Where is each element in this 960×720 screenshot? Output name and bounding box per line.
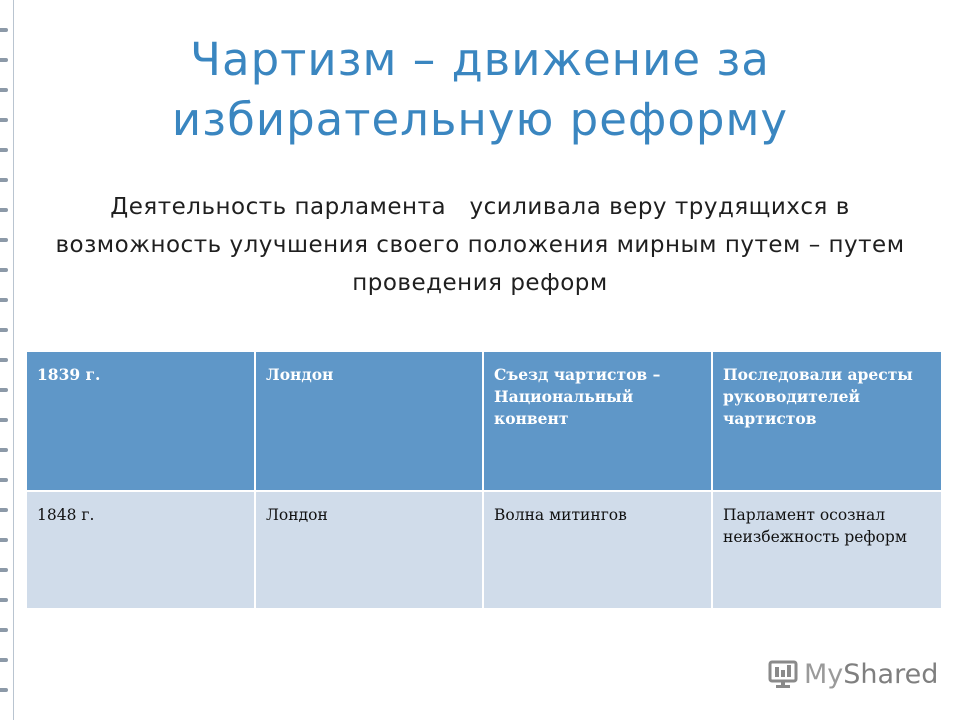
binder-ring (0, 418, 8, 422)
presentation-board-icon (768, 659, 798, 689)
binder-ring (0, 328, 8, 332)
logo-text-my: My (804, 658, 844, 690)
table-cell: Волна митингов (484, 492, 713, 608)
binder-ring (0, 568, 8, 572)
binder-ring (0, 148, 8, 152)
binder-ring (0, 118, 8, 122)
table-cell: Лондон (256, 492, 484, 608)
table-cell: Лондон (256, 352, 484, 492)
table-row (27, 492, 941, 608)
binder-ring (0, 358, 8, 362)
logo-text (804, 659, 938, 690)
table-cell: 1848 г. (27, 492, 256, 608)
table-row (27, 352, 941, 492)
binder-ring (0, 598, 8, 602)
binder-ring (0, 508, 8, 512)
table-cell: Съезд чартистов – Национальный конвент (484, 352, 713, 492)
binder-ring (0, 268, 8, 272)
table-cell: Парламент осознал неизбежность реформ (713, 492, 941, 608)
binder-ring (0, 208, 8, 212)
binder-ring (0, 628, 8, 632)
binder-ring (0, 58, 8, 62)
binder-line (13, 0, 14, 720)
binder-ring (0, 238, 8, 242)
binder-ring (0, 298, 8, 302)
binder-ring (0, 658, 8, 662)
table-cell: 1839 г. (27, 352, 256, 492)
myshared-logo (768, 656, 938, 692)
binder-ring (0, 178, 8, 182)
logo-text-shared: Shared (843, 658, 939, 690)
binder-ring (0, 88, 8, 92)
binder-ring (0, 448, 8, 452)
binder-ring (0, 388, 8, 392)
binder-margin (0, 0, 18, 720)
binder-ring (0, 478, 8, 482)
table-cell: Последовали аресты руководителей чартистов (713, 352, 941, 492)
slide-title: Чартизм – движение за избирательную реформу (171, 33, 789, 146)
binder-ring (0, 28, 8, 32)
slide-subtitle: Деятельность парламента усиливала веру трудящихся в возможность улучшения своего положения мирным путем – путем проведения реформ (55, 194, 913, 296)
binder-ring (0, 688, 8, 692)
events-table (27, 352, 941, 608)
binder-ring (0, 538, 8, 542)
